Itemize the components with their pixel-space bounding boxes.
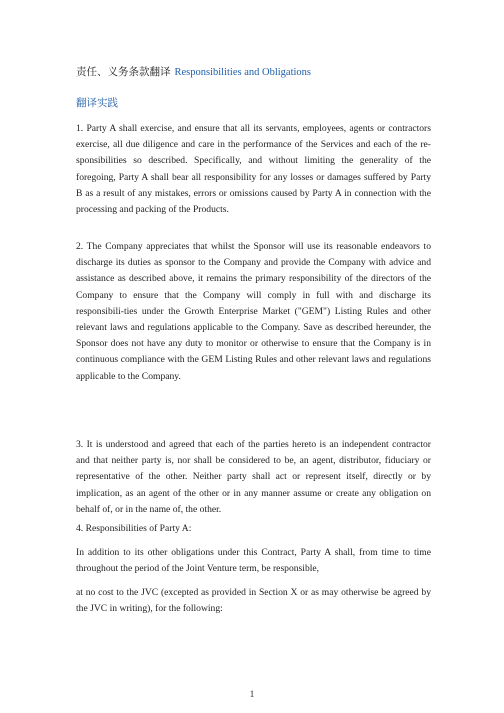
paragraph-clause-4-intro: In addition to its other obligations under this Contract, Party A shall, from time to time throughout the period of the Joint Venture term, be responsible,: [76, 547, 431, 575]
paragraph-clause-1: 1. Party A shall exercise, and ensure that all its servants, employees, agents or contractors exercise, all due diligence and care in the performance of the Services and each of the re-sponsibilities so described. Specifically, and without limiting the generality of the foregoing, Party A shall bear all responsibility for any losses or damages suffered by Party B as a result of any mistakes, errors or omissions caused by Party A in connection with the processing and packing of the Products.: [76, 123, 431, 216]
paragraph-clause-2: 2. The Company appreciates that whilst the Sponsor will use its reasonable endeavors to discharge its duties as sponsor to the Company and provide the Company with advice and assistance as described above, it remains the primary responsibility of the directors of the Company to ensure that the Company will comply in full with and discharge its responsibili-ties under the Growth Enterprise Market ("GEM") Listing Rules and other relevant laws and regulations applicable to the Company. Save as described hereunder, the Sponsor does not have any duty to monitor or otherwise to ensure that the Company is in continuous compliance with the GEM Listing Rules and other relevant laws and regulations applicable to the Company.: [76, 241, 431, 382]
paragraph-clause-3: 3. It is understood and agreed that each of the parties hereto is an independent contractor and that neither party is, nor shall be considered to be, an agent, distributor, fiduciary or representative of the other. Neither party shall act or represent itself, directly or by implication, as an agent of the other or in any manner assume or create any obligation on behalf of, or in the name of, the other.: [76, 439, 431, 515]
title-chinese: 责任、义务条款翻译: [76, 67, 171, 78]
paragraph-clause-4-heading: 4. Responsibilities of Party A:: [76, 523, 192, 534]
paragraph-clause-4-continuation: at no cost to the JVC (excepted as provided in Section X or as may otherwise be agreed by the JVC in writing), for the following:: [76, 587, 431, 615]
section-subheading: 翻译实践: [76, 98, 118, 109]
document-title: [76, 64, 311, 79]
page-number: 1: [249, 689, 255, 699]
title-english: Responsibilities and Obligations: [174, 67, 311, 78]
